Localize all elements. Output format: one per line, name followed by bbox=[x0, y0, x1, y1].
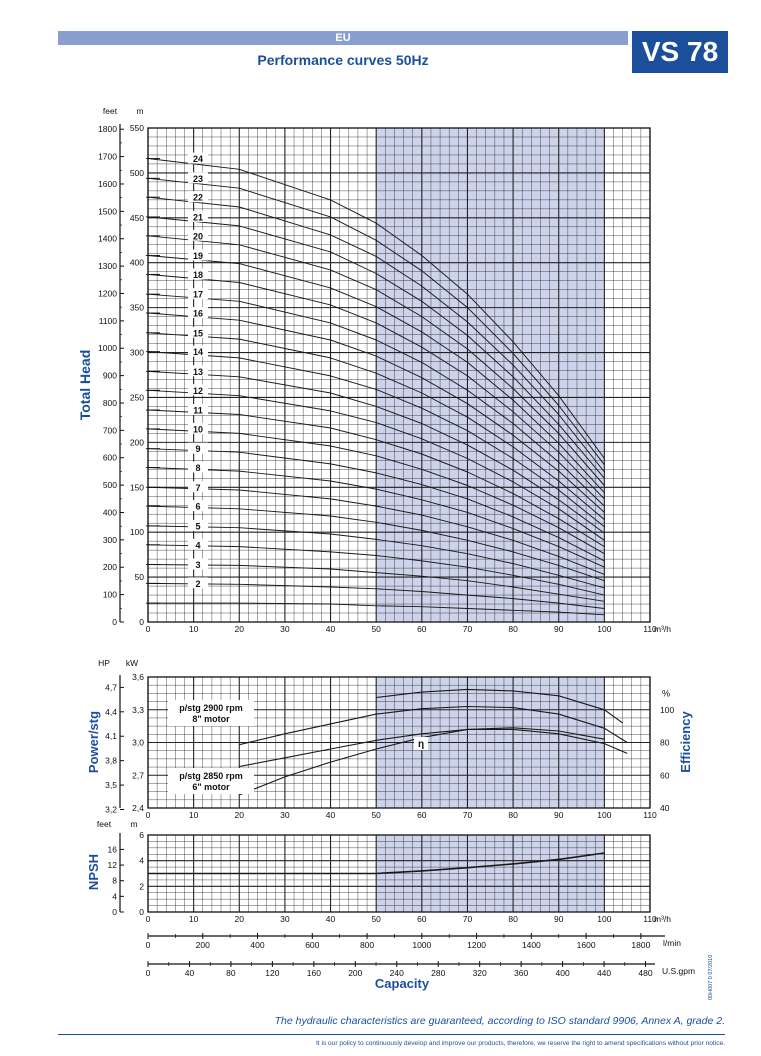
head-feet-tick-label: 1600 bbox=[98, 178, 117, 189]
head-feet-tick-label: 1400 bbox=[98, 233, 117, 244]
power-x-tick-label: 90 bbox=[553, 810, 564, 820]
stage-label-7: 7 bbox=[195, 482, 201, 493]
stage-label-22: 22 bbox=[192, 192, 204, 203]
npsh-feet-tick-label: 12 bbox=[107, 860, 117, 871]
stage-label-10: 10 bbox=[192, 424, 204, 435]
eta-label: η bbox=[417, 739, 425, 750]
power-x-tick-label: 0 bbox=[145, 810, 151, 820]
lmin-tick-label: 600 bbox=[305, 940, 320, 950]
lmin-tick-label: 400 bbox=[250, 940, 265, 950]
usgpm-tick-label: 480 bbox=[638, 968, 653, 978]
power-hp-tick-label: 3,8 bbox=[105, 755, 117, 766]
efficiency-unit: % bbox=[662, 688, 671, 699]
guarantee-note: The hydraulic characteristics are guaranteed, according to ISO standard 9906, Annex A, grade 2. bbox=[274, 1015, 725, 1027]
stage-label-6: 6 bbox=[195, 501, 201, 512]
head-x-tick-label: 80 bbox=[508, 624, 518, 634]
chart-title: Performance curves 50Hz bbox=[257, 52, 429, 68]
head-feet-tick-label: 300 bbox=[102, 534, 117, 545]
stage-label-4: 4 bbox=[195, 540, 201, 551]
head-x-tick-label: 20 bbox=[234, 624, 245, 634]
head-m-tick-label: 200 bbox=[129, 437, 144, 448]
stage-label-3: 3 bbox=[195, 560, 201, 571]
power-hp-tick-label: 4,4 bbox=[105, 706, 117, 717]
power-x-tick-label: 40 bbox=[325, 810, 336, 820]
usgpm-tick-label: 200 bbox=[348, 968, 363, 978]
power-hp-tick-label: 3,2 bbox=[105, 804, 117, 815]
npsh-m-tick-label: 4 bbox=[139, 855, 144, 866]
head-feet-tick-label: 1200 bbox=[98, 288, 117, 299]
stage-label-8: 8 bbox=[195, 463, 201, 474]
head-feet-tick-label: 700 bbox=[102, 425, 117, 436]
head-m-tick-label: 100 bbox=[129, 527, 144, 538]
npsh-x-tick-label: 10 bbox=[188, 914, 199, 924]
head-m-tick-label: 150 bbox=[129, 482, 144, 493]
npsh-x-unit: m³/h bbox=[654, 914, 671, 924]
lmin-tick-label: 1000 bbox=[412, 940, 432, 950]
power-kw-tick-label: 3,3 bbox=[132, 704, 144, 715]
stage-label-14: 14 bbox=[192, 347, 204, 358]
head-feet-tick-label: 500 bbox=[102, 480, 117, 491]
stage-label-5: 5 bbox=[195, 521, 201, 532]
lmin-tick-label: 1600 bbox=[576, 940, 596, 950]
lmin-tick-label: 800 bbox=[359, 940, 375, 950]
head-feet-tick-label: 400 bbox=[102, 507, 117, 518]
lmin-tick-label: 1400 bbox=[521, 940, 541, 950]
head-m-tick-label: 450 bbox=[129, 212, 144, 223]
stage-label-2: 2 bbox=[195, 578, 201, 589]
stage-label-18: 18 bbox=[192, 269, 204, 280]
head-x-tick-label: 10 bbox=[188, 624, 199, 634]
npsh-m-tick-label: 0 bbox=[139, 907, 144, 917]
head-feet-tick-label: 900 bbox=[102, 370, 117, 381]
npsh-x-tick-label: 30 bbox=[280, 914, 290, 924]
npsh-feet-tick-label: 4 bbox=[112, 891, 117, 902]
power-kw-tick-label: 2,7 bbox=[132, 770, 144, 781]
npsh-x-tick-label: 50 bbox=[371, 914, 381, 924]
npsh-feet-tick-label: 8 bbox=[112, 875, 117, 886]
region-label: EU bbox=[335, 32, 351, 44]
efficiency-tick-label: 100 bbox=[660, 704, 675, 715]
head-feet-tick-label: 100 bbox=[102, 589, 117, 600]
efficiency-tick-label: 40 bbox=[660, 803, 670, 813]
motor6-label-line2: 6" motor bbox=[192, 782, 230, 792]
lmin-tick-label: 1800 bbox=[631, 940, 651, 950]
head-m-tick-label: 300 bbox=[129, 347, 144, 358]
power-kw-tick-label: 2,4 bbox=[132, 803, 144, 813]
head-m-tick-label: 0 bbox=[139, 617, 144, 627]
stage-label-16: 16 bbox=[192, 308, 204, 319]
head-feet-tick-label: 1000 bbox=[98, 343, 117, 354]
stage-label-21: 21 bbox=[192, 212, 204, 223]
npsh-x-tick-label: 110 bbox=[643, 914, 657, 924]
motor6-label-line1: p/stg 2850 rpm bbox=[179, 771, 243, 781]
head-x-tick-label: 40 bbox=[325, 624, 336, 634]
power-kw-tick-label: 3,0 bbox=[132, 737, 144, 748]
npsh-y-label: NPSH bbox=[86, 853, 101, 891]
head-x-tick-label: 110 bbox=[643, 624, 657, 634]
usgpm-tick-label: 280 bbox=[431, 968, 446, 978]
motor8-label-line2: 8" motor bbox=[192, 714, 230, 724]
head-x-tick-label: 0 bbox=[145, 624, 151, 634]
npsh-x-tick-label: 80 bbox=[508, 914, 518, 924]
head-m-tick-label: 550 bbox=[129, 123, 144, 133]
motor8-label-line1: p/stg 2900 rpm bbox=[179, 703, 243, 713]
stage-label-15: 15 bbox=[192, 328, 204, 339]
stage-label-23: 23 bbox=[192, 173, 204, 184]
usgpm-tick-label: 440 bbox=[596, 968, 612, 978]
head-feet-tick-label: 0 bbox=[112, 617, 117, 627]
npsh-x-tick-label: 100 bbox=[597, 914, 612, 924]
head-x-tick-label: 90 bbox=[553, 624, 564, 634]
head-m-tick-label: 400 bbox=[129, 257, 144, 268]
efficiency-tick-label: 80 bbox=[660, 737, 670, 748]
stage-label-13: 13 bbox=[192, 366, 204, 377]
npsh-feet-tick-label: 0 bbox=[112, 907, 117, 917]
usgpm-tick-label: 0 bbox=[145, 968, 151, 978]
head-m-tick-label: 350 bbox=[129, 302, 144, 313]
head-x-tick-label: 30 bbox=[280, 624, 290, 634]
head-x-tick-label: 60 bbox=[417, 624, 427, 634]
head-operating-band bbox=[376, 128, 604, 622]
npsh-x-tick-label: 60 bbox=[417, 914, 427, 924]
npsh-unit-feet: feet bbox=[96, 819, 112, 829]
stage-label-24: 24 bbox=[192, 154, 204, 165]
power-unit-kw: kW bbox=[125, 658, 139, 668]
power-hp-tick-label: 4,7 bbox=[105, 682, 117, 693]
power-x-tick-label: 100 bbox=[597, 810, 612, 820]
power-x-tick-label: 110 bbox=[643, 810, 657, 820]
usgpm-tick-label: 80 bbox=[226, 968, 236, 978]
head-m-tick-label: 500 bbox=[129, 167, 144, 178]
usgpm-tick-label: 360 bbox=[514, 968, 529, 978]
head-m-tick-label: 250 bbox=[129, 392, 144, 403]
stage-label-12: 12 bbox=[192, 385, 204, 396]
head-feet-tick-label: 200 bbox=[102, 562, 117, 573]
head-feet-tick-label: 1800 bbox=[98, 124, 117, 135]
head-feet-tick-label: 1300 bbox=[98, 261, 117, 272]
head-feet-tick-label: 600 bbox=[102, 452, 117, 463]
usgpm-tick-label: 120 bbox=[265, 968, 280, 978]
power-x-tick-label: 50 bbox=[371, 810, 381, 820]
head-x-unit: m³/h bbox=[654, 624, 671, 634]
power-hp-tick-label: 4,1 bbox=[105, 731, 117, 742]
stage-label-19: 19 bbox=[192, 251, 204, 262]
power-y-label: Power/stg bbox=[86, 710, 101, 774]
stage-label-20: 20 bbox=[192, 231, 204, 242]
power-x-tick-label: 80 bbox=[508, 810, 518, 820]
efficiency-tick-label: 60 bbox=[660, 770, 670, 781]
doc-code: 00H007 0 07/2010 bbox=[708, 954, 714, 1000]
npsh-unit-m: m bbox=[130, 819, 138, 829]
power-x-tick-label: 30 bbox=[280, 810, 290, 820]
efficiency-y-label: Efficiency bbox=[678, 711, 693, 773]
usgpm-tick-label: 160 bbox=[306, 968, 321, 978]
npsh-feet-tick-label: 16 bbox=[107, 844, 117, 855]
power-unit-hp: HP bbox=[98, 658, 110, 668]
power-x-tick-label: 10 bbox=[188, 810, 199, 820]
power-kw-tick-label: 3,6 bbox=[132, 672, 144, 682]
head-y-label: Total Head bbox=[77, 349, 93, 421]
stage-label-11: 11 bbox=[193, 405, 203, 416]
lmin-unit: l/min bbox=[663, 938, 681, 948]
footer-rule bbox=[58, 1034, 725, 1035]
power-hp-tick-label: 3,5 bbox=[105, 780, 117, 791]
head-unit-feet: feet bbox=[102, 106, 118, 116]
power-x-tick-label: 20 bbox=[234, 810, 245, 820]
usgpm-tick-label: 400 bbox=[555, 968, 570, 978]
head-unit-m: m bbox=[136, 106, 144, 116]
usgpm-tick-label: 240 bbox=[389, 968, 404, 978]
policy-note: It is our policy to continuously develop and improve our products, therefore, we reserve the right to amend specifications without prior notice. bbox=[315, 1040, 725, 1047]
npsh-x-tick-label: 90 bbox=[553, 914, 564, 924]
head-x-tick-label: 100 bbox=[597, 624, 612, 634]
power-x-tick-label: 70 bbox=[462, 810, 473, 820]
head-feet-tick-label: 1100 bbox=[98, 315, 117, 326]
stage-label-9: 9 bbox=[195, 444, 201, 455]
head-x-tick-label: 50 bbox=[371, 624, 381, 634]
head-x-tick-label: 70 bbox=[462, 624, 473, 634]
npsh-x-tick-label: 0 bbox=[145, 914, 151, 924]
head-feet-tick-label: 1700 bbox=[98, 151, 117, 162]
npsh-m-tick-label: 6 bbox=[139, 830, 144, 840]
head-feet-tick-label: 800 bbox=[102, 397, 117, 408]
npsh-m-tick-label: 2 bbox=[139, 881, 144, 892]
head-feet-tick-label: 1500 bbox=[98, 206, 117, 217]
npsh-x-tick-label: 40 bbox=[325, 914, 336, 924]
model-badge: VS 78 bbox=[632, 31, 728, 73]
power-x-tick-label: 60 bbox=[417, 810, 427, 820]
capacity-label: Capacity bbox=[374, 976, 430, 991]
stage-label-17: 17 bbox=[192, 289, 204, 300]
lmin-tick-label: 200 bbox=[195, 940, 210, 950]
usgpm-tick-label: 40 bbox=[184, 968, 195, 978]
head-m-tick-label: 50 bbox=[134, 572, 144, 583]
usgpm-tick-label: 320 bbox=[472, 968, 487, 978]
lmin-tick-label: 1200 bbox=[467, 940, 487, 950]
npsh-x-tick-label: 70 bbox=[462, 914, 473, 924]
lmin-tick-label: 0 bbox=[145, 940, 151, 950]
usgpm-unit: U.S.gpm bbox=[662, 966, 696, 976]
npsh-x-tick-label: 20 bbox=[234, 914, 245, 924]
